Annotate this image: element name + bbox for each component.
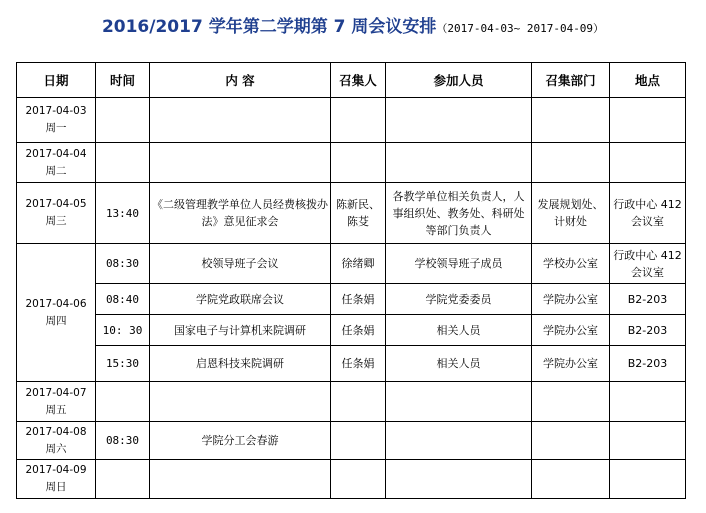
date-cell bbox=[17, 143, 96, 183]
meeting-convener bbox=[331, 422, 386, 460]
meeting-convener: 徐绪卿 bbox=[331, 244, 386, 284]
date-cell bbox=[17, 422, 96, 460]
weekday-text: 周三 bbox=[45, 215, 67, 227]
meeting-time bbox=[96, 98, 150, 143]
meeting-time: 08:40 bbox=[96, 284, 150, 315]
date-cell bbox=[17, 98, 96, 143]
meeting-department: 学院办公室 bbox=[532, 346, 610, 382]
meeting-participants bbox=[386, 382, 532, 422]
table-row bbox=[17, 183, 686, 244]
date-text: 2017-04-05 bbox=[25, 198, 87, 210]
meeting-location: B2-203 bbox=[610, 346, 686, 382]
meeting-content: 学院党政联席会议 bbox=[150, 284, 331, 315]
column-time-header: 时间 bbox=[96, 63, 150, 98]
date-text: 2017-04-09 bbox=[25, 464, 87, 476]
meeting-participants bbox=[386, 143, 532, 183]
meeting-convener bbox=[331, 143, 386, 183]
meeting-time: 08:30 bbox=[96, 244, 150, 284]
meeting-content bbox=[150, 98, 331, 143]
table-row bbox=[17, 422, 686, 460]
table-row bbox=[17, 143, 686, 183]
date-cell bbox=[17, 382, 96, 422]
weekday-text: 周二 bbox=[45, 164, 67, 177]
table-row bbox=[17, 315, 686, 346]
date-text: 2017-04-06 bbox=[25, 297, 87, 310]
meeting-content bbox=[150, 382, 331, 422]
meeting-department: 学校办公室 bbox=[532, 244, 610, 284]
meeting-department bbox=[532, 143, 610, 183]
meeting-time bbox=[96, 460, 150, 499]
meeting-convener bbox=[331, 460, 386, 499]
meeting-content bbox=[150, 460, 331, 499]
column-date-header: 日期 bbox=[17, 63, 96, 98]
meeting-time: 13:40 bbox=[96, 183, 150, 244]
meeting-convener bbox=[331, 98, 386, 143]
meeting-content: 学院分工会春游 bbox=[150, 422, 331, 460]
meeting-location bbox=[610, 382, 686, 422]
meeting-time bbox=[96, 143, 150, 183]
meeting-department bbox=[532, 382, 610, 422]
meeting-schedule-table bbox=[16, 62, 686, 499]
meeting-time: 15:30 bbox=[96, 346, 150, 382]
meeting-department bbox=[532, 98, 610, 143]
meeting-convener bbox=[331, 382, 386, 422]
date-text: 2017-04-08 bbox=[25, 425, 87, 438]
schedule-title: 2016/2017 学年第二学期第 7 周会议安排 bbox=[101, 17, 437, 37]
meeting-participants: 各教学单位相关负责人，人事组织处、教务处、科研处等部门负责人 bbox=[386, 183, 532, 244]
meeting-convener: 陈新民、陈芟 bbox=[331, 183, 386, 244]
weekday-text: 周四 bbox=[45, 314, 67, 327]
table-body bbox=[17, 98, 686, 499]
column-participants-header: 参加人员 bbox=[386, 63, 532, 98]
date-text: 2017-04-07 bbox=[25, 386, 87, 399]
meeting-convener: 任条娟 bbox=[331, 315, 386, 346]
table-row bbox=[17, 284, 686, 315]
table-row bbox=[17, 460, 686, 499]
date-cell bbox=[17, 244, 96, 382]
meeting-participants: 相关人员 bbox=[386, 315, 532, 346]
table-header bbox=[17, 63, 686, 98]
meeting-participants: 学院党委委员 bbox=[386, 284, 532, 315]
meeting-time: 10: 30 bbox=[96, 315, 150, 346]
column-location-header: 地点 bbox=[610, 63, 686, 98]
table-row bbox=[17, 346, 686, 382]
column-content-header: 内 容 bbox=[150, 63, 331, 98]
weekday-text: 周一 bbox=[45, 122, 67, 134]
meeting-time bbox=[96, 382, 150, 422]
date-range: （2017-04-03~ 2017-04-09） bbox=[436, 22, 605, 35]
meeting-participants: 学校领导班子成员 bbox=[386, 244, 532, 284]
meeting-location: B2-203 bbox=[610, 284, 686, 315]
table-row bbox=[17, 382, 686, 422]
weekday-text: 周日 bbox=[45, 481, 67, 493]
meeting-convener: 任条娟 bbox=[331, 346, 386, 382]
column-department-header: 召集部门 bbox=[532, 63, 610, 98]
meeting-participants bbox=[386, 98, 532, 143]
meeting-location bbox=[610, 143, 686, 183]
meeting-time: 08:30 bbox=[96, 422, 150, 460]
meeting-participants: 相关人员 bbox=[386, 346, 532, 382]
meeting-location bbox=[610, 98, 686, 143]
column-convener-header: 召集人 bbox=[331, 63, 386, 98]
meeting-department bbox=[532, 460, 610, 499]
header-row bbox=[17, 63, 686, 98]
table-row bbox=[17, 98, 686, 143]
meeting-location: 行政中心 412 会议室 bbox=[610, 183, 686, 244]
meeting-content: 《二级管理教学单位人员经费核拨办法》意见征求会 bbox=[150, 183, 331, 244]
meeting-location bbox=[610, 460, 686, 499]
table-row bbox=[17, 244, 686, 284]
meeting-content: 启恩科技来院调研 bbox=[150, 346, 331, 382]
meeting-location: 行政中心 412 会议室 bbox=[610, 244, 686, 284]
meeting-content bbox=[150, 143, 331, 183]
meeting-department: 学院办公室 bbox=[532, 315, 610, 346]
date-cell bbox=[17, 183, 96, 244]
meeting-convener: 任条娟 bbox=[331, 284, 386, 315]
date-cell bbox=[17, 460, 96, 499]
meeting-department: 学院办公室 bbox=[532, 284, 610, 315]
date-text: 2017-04-03 bbox=[25, 105, 87, 117]
meeting-department: 发展规划处、计财处 bbox=[532, 183, 610, 244]
meeting-location: B2-203 bbox=[610, 315, 686, 346]
meeting-participants bbox=[386, 422, 532, 460]
meeting-participants bbox=[386, 460, 532, 499]
weekday-text: 周五 bbox=[45, 403, 67, 416]
meeting-location bbox=[610, 422, 686, 460]
meeting-department bbox=[532, 422, 610, 460]
date-text: 2017-04-04 bbox=[25, 147, 87, 160]
weekday-text: 周六 bbox=[45, 442, 67, 455]
meeting-content: 国家电子与计算机来院调研 bbox=[150, 315, 331, 346]
page-title bbox=[0, 12, 706, 37]
meeting-content: 校领导班子会议 bbox=[150, 244, 331, 284]
